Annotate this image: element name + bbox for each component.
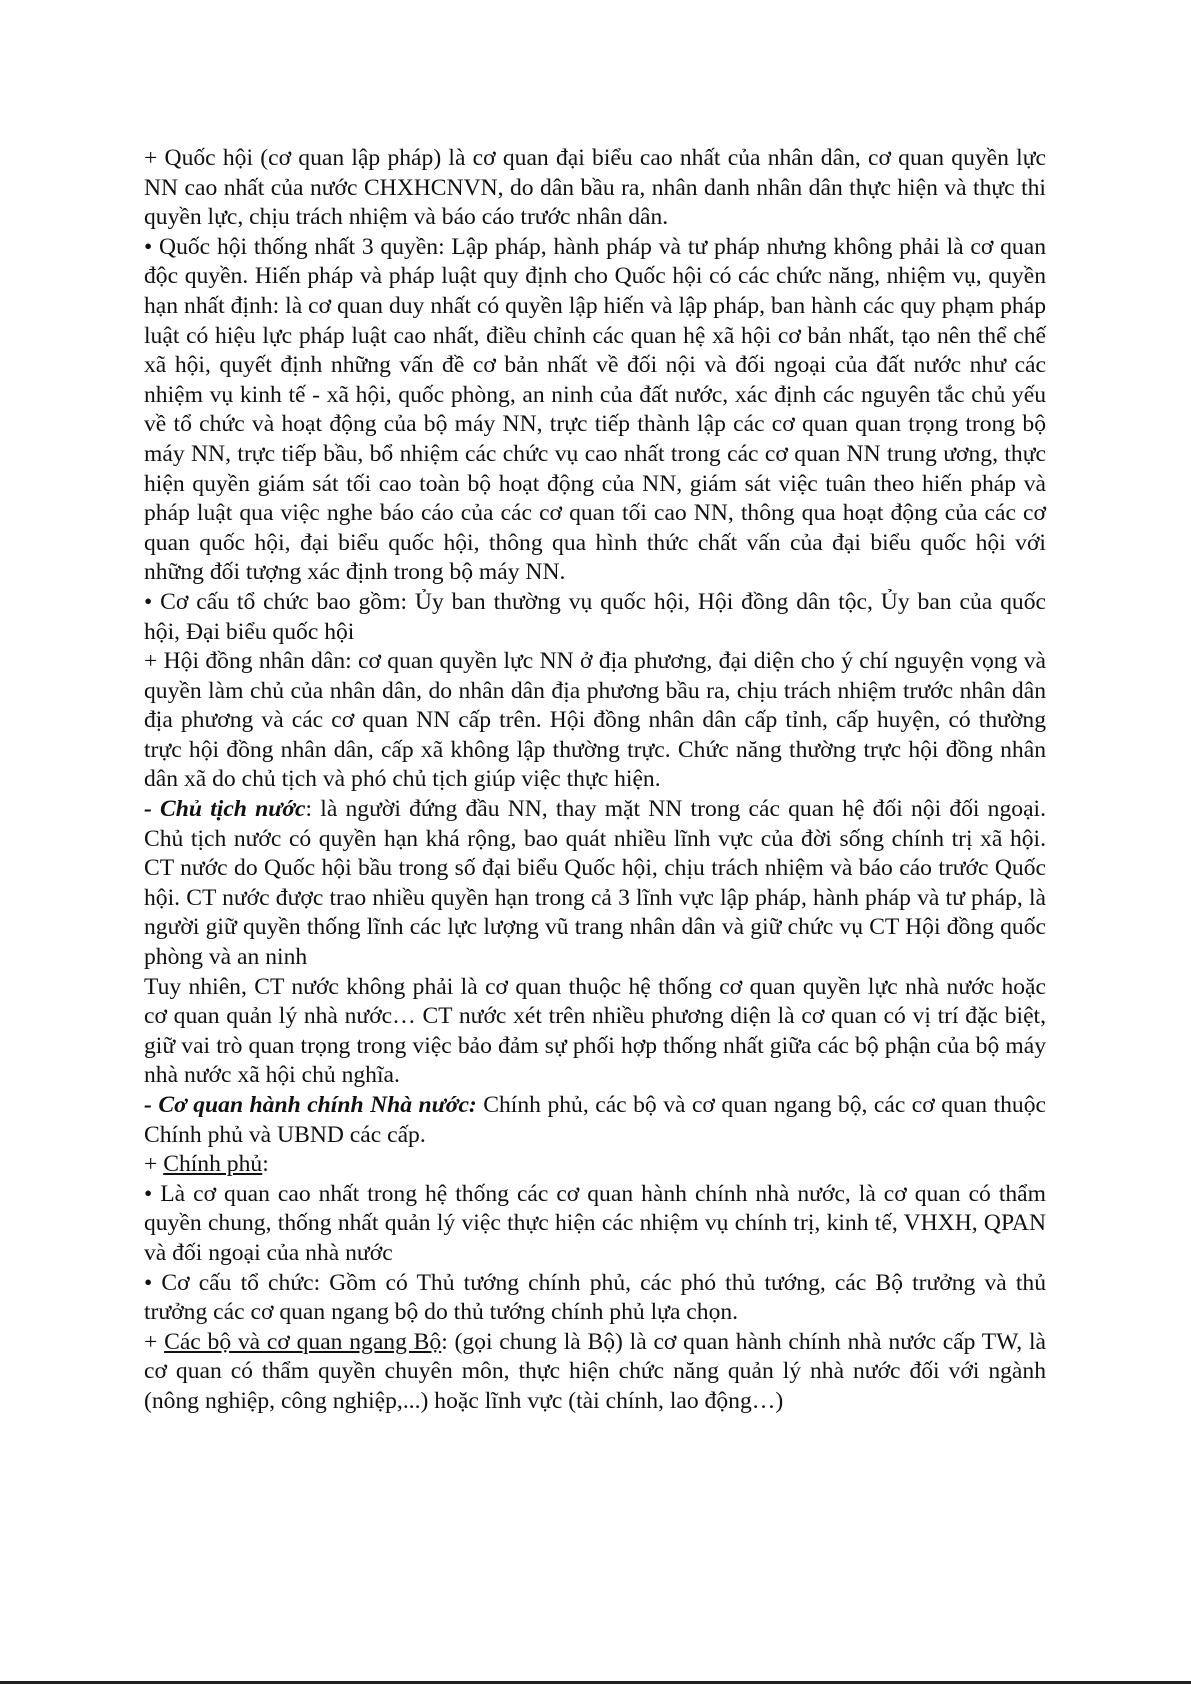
paragraph-text: + Hội đồng nhân dân: cơ quan quyền lực NN ở địa phương, đại diện cho ý chí nguyện vọng và quyền làm chủ của nhân dân, do nhân dân địa phương bầu ra, chịu trách nhiệm trước nhân dân địa phương và các cơ quan NN cấp trên. Hội đồng nhân dân cấp tỉnh, cấp huyện, có thường trực hội đồng nhân dân, cấp xã không lập thường trực. Chức năng thường trực hội đồng nhân dân xã do chủ tịch và phó chủ tịch giúp việc thực hiện.	[144, 648, 1046, 793]
paragraph-lead-heading: - Chủ tịch nước	[144, 796, 306, 823]
paragraph-lead-heading: - Cơ quan hành chính Nhà nước:	[144, 1092, 477, 1118]
paragraph-chu-tich-nuoc	[144, 795, 1046, 973]
paragraph-quoc-hoi-functions	[144, 233, 1046, 588]
paragraph-text: • Cơ cấu tổ chức: Gồm có Thủ tướng chính phủ, các phó thủ tướng, các Bộ trưởng và thủ trưởng các cơ quan ngang bộ do thủ tướng chính phủ lựa chọn.	[144, 1269, 1046, 1326]
paragraph-chinh-phu-role	[144, 1180, 1046, 1269]
paragraph-text: • Quốc hội thống nhất 3 quyền: Lập pháp, hành pháp và tư pháp nhưng không phải là cơ quan độc quyền. Hiến pháp và pháp luật quy định cho Quốc hội có các chức năng, nhiệm vụ, quyền hạn nhất định: là cơ quan duy nhất có quyền lập hiến và lập pháp, ban hành các quy phạm pháp luật có hiệu lực pháp luật cao nhất, điều chỉnh các quan hệ xã hội cơ bản nhất, tạo nên thể chế xã hội, quyết định những vấn đề cơ bản nhất về đối nội và đối ngoại của đất nước như các nhiệm vụ kinh tế - xã hội, quốc phòng, an ninh của đất nước, xác định các nguyên tắc chủ yếu về tổ chức và hoạt động của bộ máy NN, trực tiếp thành lập các cơ quan quan trọng trong bộ máy NN, trực tiếp bầu, bổ nhiệm các chức vụ cao nhất trong các cơ quan NN trung ương, thực hiện quyền giám sát tối cao toàn bộ hoạt động của NN, giám sát việc tuân theo hiến pháp và pháp luật qua việc nghe báo cáo của các cơ quan tối cao NN, thông qua hoạt động của các cơ quan quốc hội, đại biểu quốc hội, thông qua hình thức chất vấn của đại biểu quốc hội với những đối tượng xác định trong bộ máy NN.	[144, 233, 1046, 586]
paragraph-text: + Quốc hội (cơ quan lập pháp) là cơ quan đại biểu cao nhất của nhân dân, cơ quan quyền lực NN cao nhất của nước CHXHCNVN, do dân bầu ra, nhân danh nhân dân thực hiện và thực thi quyền lực, chịu trách nhiệm và báo cáo trước nhân dân.	[144, 145, 1046, 231]
paragraph-chu-tich-nuoc-note	[144, 973, 1046, 1091]
paragraph-text: Chính phủ, các bộ và cơ quan ngang bộ, các cơ quan thuộc Chính phủ và UBND các cấp.	[144, 1092, 1046, 1148]
paragraph-quoc-hoi-intro	[144, 144, 1046, 233]
paragraph-text: Tuy nhiên, CT nước không phải là cơ quan thuộc hệ thống cơ quan quyền lực nhà nước hoặc cơ quan quản lý nhà nước… CT nước xét trên nhiều phương diện là cơ quan có vị trí đặc biệt, giữ vai trò quan trọng trong việc bảo đảm sự phối hợp thống nhất giữa các bộ phận của bộ máy nhà nước xã hội chủ nghĩa.	[144, 973, 1046, 1089]
paragraph-hoi-dong-nhan-dan	[144, 647, 1046, 795]
paragraph-underlined-term: Chính phủ	[163, 1151, 263, 1178]
paragraph-text: • Là cơ quan cao nhất trong hệ thống các cơ quan hành chính nhà nước, là cơ quan có thẩm quyền chung, thống nhất quản lý việc thực hiện các nhiệm vụ chính trị, kinh tế, VHXH, QPAN và đối ngoại của nhà nước	[144, 1180, 1046, 1266]
paragraph-co-quan-hanh-chinh	[144, 1091, 1046, 1150]
document-page	[144, 144, 1046, 1417]
paragraph-chinh-phu-structure	[144, 1269, 1046, 1328]
paragraph-prefix: +	[144, 1328, 165, 1355]
paragraph-underlined-term: Các bộ và cơ quan ngang Bộ	[164, 1328, 442, 1355]
paragraph-text: :	[262, 1151, 269, 1178]
page-bottom-edge	[0, 1681, 1191, 1684]
paragraph-prefix: +	[144, 1151, 164, 1178]
paragraph-quoc-hoi-structure	[144, 588, 1046, 647]
paragraph-chinh-phu-heading	[144, 1150, 1046, 1180]
paragraph-text: : (gọi chung là Bộ) là cơ quan hành chính nhà nước cấp TW, là cơ quan có thẩm quyền chuyên môn, thực hiện chức năng quản lý nhà nước đối với ngành (nông nghiệp, công nghiệp,...) hoặc lĩnh vực (tài chính, lao động…)	[144, 1328, 1046, 1414]
paragraph-cac-bo	[144, 1328, 1046, 1417]
paragraph-text: : là người đứng đầu NN, thay mặt NN trong các quan hệ đối nội đối ngoại. Chủ tịch nước có quyền hạn khá rộng, bao quát nhiều lĩnh vực của đời sống chính trị xã hội. CT nước do Quốc hội bầu trong số đại biểu Quốc hội, chịu trách nhiệm và báo cáo trước Quốc hội. CT nước được trao nhiều quyền hạn trong cả 3 lĩnh vực lập pháp, hành pháp và tư pháp, là người giữ quyền thống lĩnh các lực lượng vũ trang nhân dân và giữ chức vụ CT Hội đồng quốc phòng và an ninh	[144, 796, 1046, 971]
paragraph-text: • Cơ cấu tổ chức bao gồm: Ủy ban thường vụ quốc hội, Hội đồng dân tộc, Ủy ban của quốc hội, Đại biểu quốc hội	[144, 588, 1046, 645]
